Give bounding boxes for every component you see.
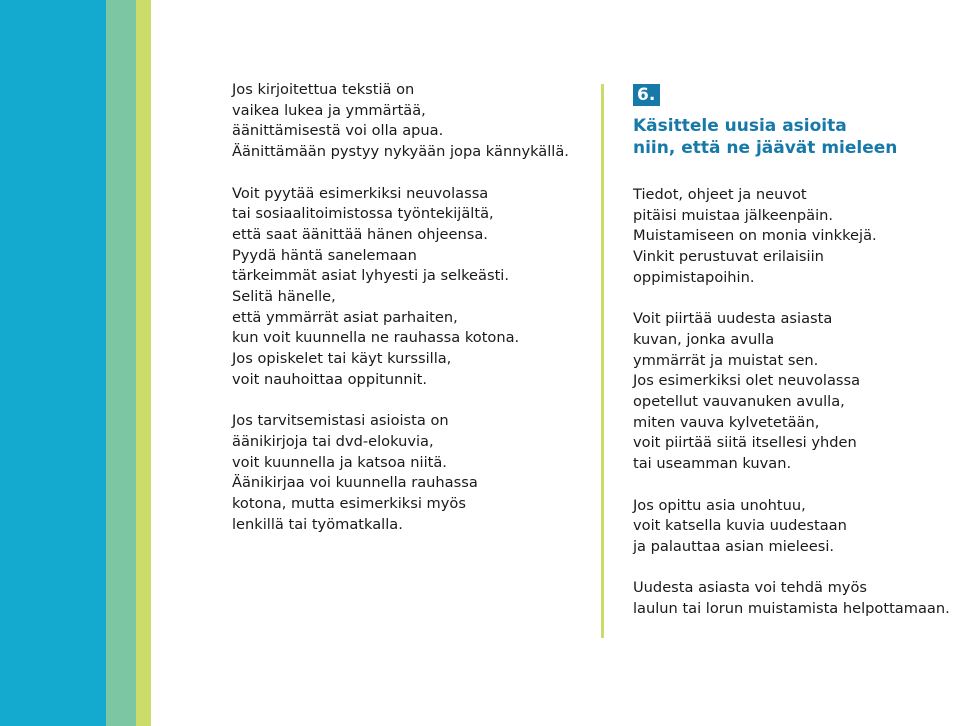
text-line: kuvan, jonka avulla [633, 330, 775, 348]
text-line: että saat äänittää hänen ohjeensa. [232, 225, 488, 243]
decorative-stripe-green [106, 0, 136, 726]
paragraph-tips [633, 185, 958, 289]
text-line: Vinkit perustuvat erilaisiin [633, 248, 824, 266]
text-line: Muistamiseen on monia vinkkejä. [633, 227, 877, 245]
text-line: Jos opittu asia unohtuu, [633, 496, 806, 514]
text-line: Jos esimerkiksi olet neuvolassa [633, 372, 861, 390]
text-line: että ymmärrät asiat parhaiten, [232, 308, 458, 326]
paragraph-ask-to-record [232, 184, 582, 391]
text-line: Uudesta asiasta voi tehdä myös [633, 579, 867, 597]
text-line: Jos tarvitsemistasi asioista on [232, 412, 449, 430]
text-line: kun voit kuunnella ne rauhassa kotona. [232, 329, 520, 347]
text-line: ja palauttaa asian mieleesi. [633, 537, 835, 555]
text-line: äänikirjoja tai dvd-elokuvia, [232, 432, 434, 450]
paragraph-song [633, 578, 958, 619]
text-line: Tiedot, ohjeet ja neuvot [633, 186, 807, 203]
text-line: kotona, mutta esimerkiksi myös [232, 495, 466, 513]
text-line: Selitä hänelle, [232, 288, 336, 306]
heading-line: niin, että ne jäävät mieleen [633, 137, 898, 158]
text-line: Pyydä häntä sanelemaan [232, 246, 417, 264]
decorative-stripe-blue [0, 0, 106, 726]
text-line: miten vauva kylvetetään, [633, 413, 820, 431]
text-line: äänittämisestä voi olla apua. [232, 122, 444, 140]
text-line: laulun tai lorun muistamista helpottamaan. [633, 600, 950, 618]
text-line: opetellut vauvanuken avulla, [633, 393, 845, 411]
text-line: tai useamman kuvan. [633, 455, 792, 473]
text-line: voit kuunnella ja katsoa niitä. [232, 453, 447, 471]
paragraph-drawing [633, 309, 958, 475]
text-line: voit katsella kuvia uudestaan [633, 517, 847, 535]
text-line: pitäisi muistaa jälkeenpäin. [633, 206, 834, 224]
text-line: lenkillä tai työmatkalla. [232, 515, 403, 533]
text-line: oppimistapoihin. [633, 268, 755, 286]
text-line: Voit piirtää uudesta asiasta [633, 310, 833, 328]
text-line: vaikea lukea ja ymmärtää, [232, 101, 426, 119]
left-column [232, 80, 582, 535]
section-number-badge: 6. [633, 84, 660, 106]
text-line: ymmärrät ja muistat sen. [633, 351, 819, 369]
text-line: Jos opiskelet tai käyt kurssilla, [232, 350, 452, 368]
text-line: Voit pyytää esimerkiksi neuvolassa [232, 184, 489, 202]
heading-line: Käsittele uusia asioita [633, 116, 847, 136]
text-line: tärkeimmät asiat lyhyesti ja selkeästi. [232, 267, 509, 285]
decorative-stripe-lime [136, 0, 151, 726]
text-line: Äänittämään pystyy nykyään jopa kännykällä. [232, 143, 569, 161]
column-divider [601, 84, 604, 638]
text-line: Äänikirjaa voi kuunnella rauhassa [232, 474, 478, 492]
text-line: Jos kirjoitettua tekstiä on [232, 81, 415, 98]
text-line: voit piirtää siitä itsellesi yhden [633, 434, 857, 452]
paragraph-audiobooks [232, 411, 582, 535]
section-heading [633, 116, 958, 159]
paragraph-forgetting [633, 496, 958, 558]
right-column [633, 84, 958, 620]
text-line: tai sosiaalitoimistossa työntekijältä, [232, 205, 494, 223]
paragraph-recording [232, 80, 582, 163]
text-line: voit nauhoittaa oppitunnit. [232, 370, 428, 388]
